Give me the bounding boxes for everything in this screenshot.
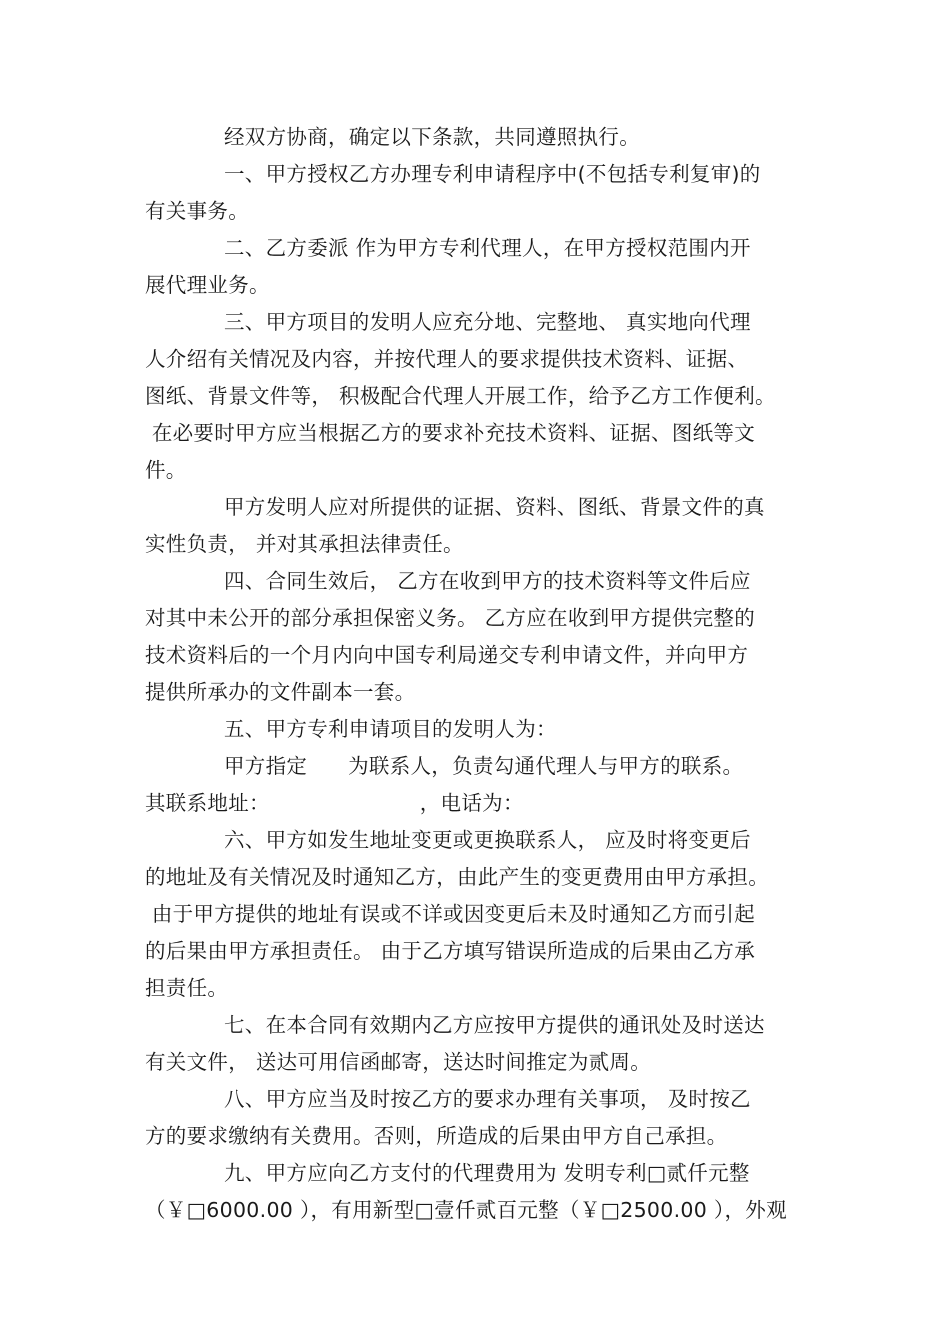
paragraph-line: 的后果由甲方承担责任。 由于乙方填写错误所造成的后果由乙方承 xyxy=(145,939,756,963)
paragraph-line: 件。 xyxy=(145,458,187,482)
paragraph-line: 由于甲方提供的地址有误或不详或因变更后未及时通知乙方而引起 xyxy=(145,902,756,926)
paragraph-line: 对其中未公开的部分承担保密义务。 乙方应在收到甲方提供完整的 xyxy=(145,606,756,630)
paragraph-line: 有关文件， 送达可用信函邮寄，送达时间推定为贰周。 xyxy=(145,1050,652,1074)
paragraph-line: 经双方协商，确定以下条款，共同遵照执行。 xyxy=(224,125,640,149)
paragraph-line: 三、甲方项目的发明人应充分地、完整地、 真实地向代理 xyxy=(224,310,751,334)
paragraph-line: 其联系地址： ，电话为： xyxy=(145,791,524,815)
paragraph-line: 的地址及有关情况及时通知乙方，由此产生的变更费用由甲方承担。 xyxy=(145,865,769,889)
paragraph-line: 四、合同生效后， 乙方在收到甲方的技术资料等文件后应 xyxy=(224,569,751,593)
paragraph-line: 在必要时甲方应当根据乙方的要求补充技术资料、证据、图纸等文 xyxy=(145,421,756,445)
paragraph-line: 实性负责， 并对其承担法律责任。 xyxy=(145,532,464,556)
paragraph-line: 五、甲方专利申请项目的发明人为： xyxy=(224,717,557,741)
paragraph-line: 二、乙方委派 作为甲方专利代理人，在甲方授权范围内开 xyxy=(224,236,751,260)
paragraph-line: 方的要求缴纳有关费用。否则，所造成的后果由甲方自己承担。 xyxy=(145,1124,728,1148)
paragraph-line: 六、甲方如发生地址变更或更换联系人， 应及时将变更后 xyxy=(224,828,751,852)
paragraph-line: （￥□6000.00 ），有用新型□壹仟贰百元整（￥□2500.00 ），外观 xyxy=(145,1198,787,1222)
paragraph-line: 图纸、背景文件等， 积极配合代理人开展工作，给予乙方工作便利。 xyxy=(145,384,776,408)
paragraph-line: 人介绍有关情况及内容，并按代理人的要求提供技术资料、证据、 xyxy=(145,347,749,371)
paragraph-line: 提供所承办的文件副本一套。 xyxy=(145,680,416,704)
paragraph-line: 一、甲方授权乙方办理专利申请程序中(不包括专利复审)的 xyxy=(224,162,761,186)
paragraph-line: 甲方指定 为联系人，负责勾通代理人与甲方的联系。 xyxy=(224,754,744,778)
paragraph-line: 甲方发明人应对所提供的证据、资料、图纸、背景文件的真 xyxy=(224,495,765,519)
paragraph-line: 七、在本合同有效期内乙方应按甲方提供的通讯处及时送达 xyxy=(224,1013,765,1037)
paragraph-line: 八、甲方应当及时按乙方的要求办理有关事项， 及时按乙 xyxy=(224,1087,751,1111)
paragraph-line: 展代理业务。 xyxy=(145,273,270,297)
paragraph-line: 担责任。 xyxy=(145,976,229,1000)
paragraph-line: 九、甲方应向乙方支付的代理费用为 发明专利□贰仟元整 xyxy=(224,1161,750,1185)
paragraph-line: 技术资料后的一个月内向中国专利局递交专利申请文件，并向甲方 xyxy=(145,643,749,667)
paragraph-line: 有关事务。 xyxy=(145,199,249,223)
